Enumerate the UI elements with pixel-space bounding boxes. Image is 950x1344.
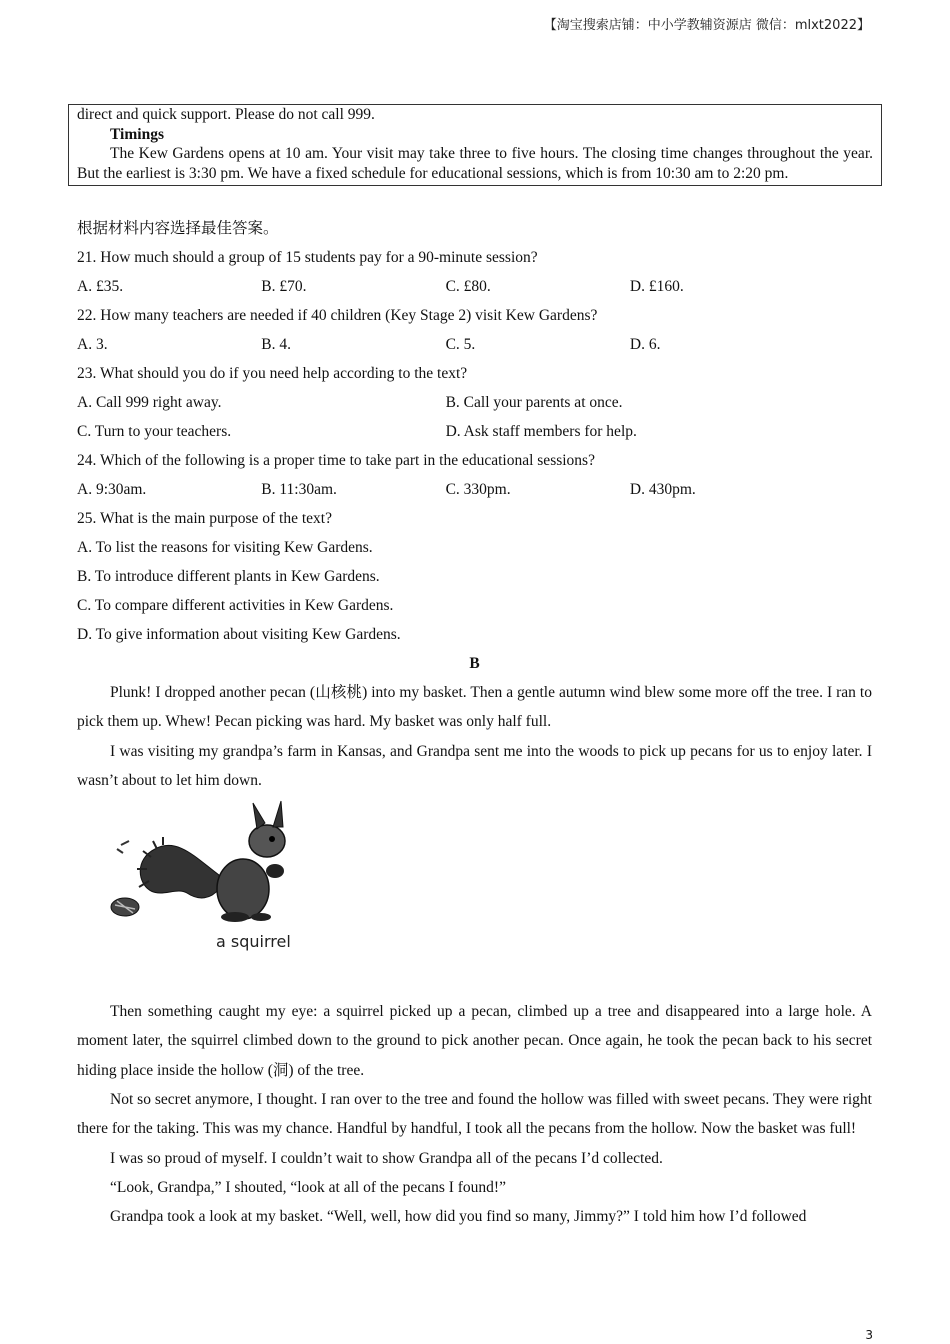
story-paragraph: I was so proud of myself. I couldn’t wait to show Grandpa all of the pecans I’d collected.: [110, 1149, 663, 1167]
question-options: [77, 330, 872, 359]
section-title: B: [469, 655, 480, 672]
option: C. Turn to your teachers.: [77, 423, 232, 440]
story-paragraph: Plunk! I dropped another pecan (山核桃) into my basket. Then a gentle autumn wind blew some more off the tree. I ran to pick them up. Whew! Pecan picking was hard. My basket was only half full.: [77, 684, 872, 731]
question-options: [77, 417, 872, 446]
option: B. To introduce different plants in Kew Gardens.: [77, 568, 380, 585]
option: D. To give information about visiting Kew Gardens.: [77, 626, 401, 643]
shop-header: 【淘宝搜索店铺：中小学教辅资源店 微信：mlxt2022】: [543, 18, 870, 33]
squirrel-icon: [107, 797, 287, 925]
option: C. 5.: [445, 336, 476, 353]
option: B. £70.: [261, 278, 307, 295]
option: A. 3.: [77, 336, 108, 353]
question-options: [77, 272, 872, 301]
info-box: [68, 104, 882, 186]
option: B. Call your parents at once.: [445, 394, 623, 411]
question-stem: 22. How many teachers are needed if 40 children (Key Stage 2) visit Kew Gardens?: [77, 307, 598, 324]
question-stem: 25. What is the main purpose of the text?: [77, 510, 332, 527]
option: A. To list the reasons for visiting Kew Gardens.: [77, 539, 373, 556]
squirrel-illustration: [77, 797, 872, 997]
question-options: [77, 388, 872, 417]
option: C. £80.: [445, 278, 491, 295]
option: D. £160.: [629, 278, 684, 295]
story-paragraph: Then something caught my eye: a squirrel picked up a pecan, climbed up a tree and disappeared into a large hole. A moment later, the squirrel climbed down to the ground to pick another pecan. Once again, he took the pecan back to his secret hiding place inside the hollow (洞) of the tree.: [77, 1003, 872, 1079]
page-number: 3: [865, 1328, 873, 1342]
story-paragraph: “Look, Grandpa,” I shouted, “look at all of the pecans I found!”: [110, 1178, 506, 1196]
image-caption: a squirrel: [216, 932, 291, 952]
question-stem: 21. How much should a group of 15 students pay for a 90-minute session?: [77, 249, 538, 266]
question-options: [77, 475, 872, 504]
option: A. 9:30am.: [77, 481, 147, 498]
story-paragraph: Not so secret anymore, I thought. I ran over to the tree and found the hollow was filled with sweet pecans. They were right there for the taking. This was my chance. Handful by handful, I took all the pecans from the hollow. Now the basket was full!: [77, 1091, 872, 1138]
timings-text: The Kew Gardens opens at 10 am. Your visit may take three to five hours. The closing time changes throughout the year. But the earliest is 3:30 pm. We have a fixed schedule for educational sessions, which is from 10:30 am to 2:20 pm.: [77, 145, 873, 182]
story-paragraph: I was visiting my grandpa’s farm in Kansas, and Grandpa sent me into the woods to pick up pecans for us to enjoy later. I wasn’t about to let him down.: [77, 742, 872, 789]
option: C. To compare different activities in Kew Gardens.: [77, 597, 394, 614]
info-box-line: direct and quick support. Please do not call 999.: [77, 106, 375, 123]
story-paragraph: Grandpa took a look at my basket. “Well, well, how did you find so many, Jimmy?” I told him how I’d followed: [110, 1208, 807, 1226]
option: D. Ask staff members for help.: [445, 423, 637, 440]
instructions: 根据材料内容选择最佳答案。: [77, 220, 279, 237]
option: D. 430pm.: [629, 481, 696, 498]
option: B. 11:30am.: [261, 481, 337, 498]
option: C. 330pm.: [445, 481, 511, 498]
question-stem: 23. What should you do if you need help according to the text?: [77, 365, 468, 382]
timings-subtitle: Timings: [110, 125, 164, 143]
question-stem: 24. Which of the following is a proper time to take part in the educational sessions?: [77, 452, 595, 469]
option: D. 6.: [629, 336, 661, 353]
option: A. Call 999 right away.: [77, 394, 222, 411]
main-content: [77, 214, 872, 1232]
option: B. 4.: [261, 336, 292, 353]
option: A. £35.: [77, 278, 124, 295]
